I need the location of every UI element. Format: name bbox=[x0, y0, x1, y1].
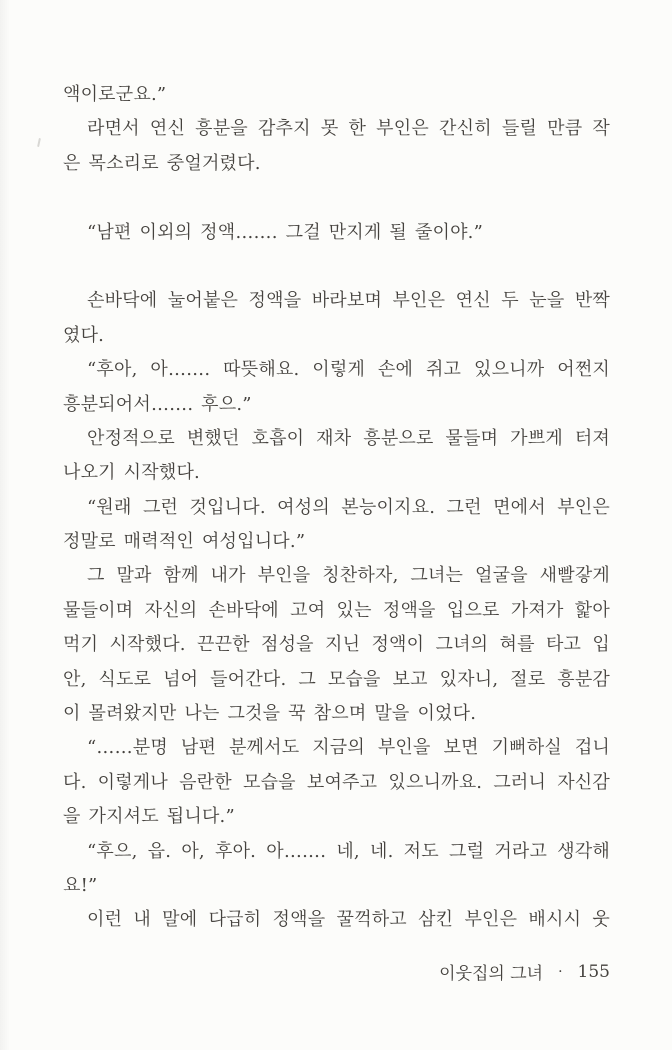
text-line: 요!” bbox=[63, 874, 98, 896]
text-line: “후으, 읍. 아, 후아. 아……. 네, 네. 저도 그럴 거라고 생각해 bbox=[87, 840, 610, 862]
text-line: 나오기 시작했다. bbox=[63, 462, 200, 484]
text-line: “원래 그런 것입니다. 여성의 본능이지요. 그런 면에서 부인은 bbox=[87, 496, 610, 518]
text-line: 은 목소리로 중얼거렸다. bbox=[63, 152, 261, 174]
footer-book-title: 이웃집의 그녀 bbox=[439, 964, 544, 984]
text-line: 그 말과 함께 내가 부인을 칭찬하자, 그녀는 얼굴을 새빨갛게 bbox=[87, 565, 610, 587]
text-line: 흥분되어서……. 후으.” bbox=[63, 393, 252, 415]
footer-separator-dot: · bbox=[558, 963, 563, 980]
scan-artifact bbox=[37, 138, 41, 147]
page-footer bbox=[439, 959, 610, 984]
text-line: 물들이며 자신의 손바닥에 고여 있는 정액을 입으로 가져가 핥아 bbox=[63, 599, 610, 621]
page-edge-shading bbox=[0, 0, 10, 1050]
footer-page-number: 155 bbox=[577, 961, 610, 982]
text-line: 안, 식도로 넘어 들어간다. 그 모습을 보고 있자니, 절로 흥분감 bbox=[63, 668, 610, 690]
text-line: 을 가지셔도 됩니다.” bbox=[63, 806, 235, 828]
text-line: 이런 내 말에 다급히 정액을 꿀꺽하고 삼킨 부인은 배시시 웃 bbox=[87, 909, 610, 931]
text-line: 라면서 연신 흥분을 감추지 못 한 부인은 간신히 들릴 만큼 작 bbox=[87, 118, 610, 140]
text-line: 안정적으로 변했던 호흡이 재차 흥분으로 물들며 가쁘게 터져 bbox=[87, 427, 610, 449]
text-line: “남편 이외의 정액……. 그걸 만지게 될 줄이야.” bbox=[87, 221, 483, 243]
text-line: 먹기 시작했다. 끈끈한 점성을 지닌 정액이 그녀의 혀를 타고 입 bbox=[63, 634, 610, 656]
blank-line bbox=[63, 181, 610, 215]
text-line: “……분명 남편 분께서도 지금의 부인을 보면 기뻐하실 겁니 bbox=[87, 737, 610, 759]
text-line: 손바닥에 눌어붙은 정액을 바라보며 부인은 연신 두 눈을 반짝 bbox=[87, 290, 610, 312]
text-line: “후아, 아……. 따뜻해요. 이렇게 손에 쥐고 있으니까 어쩐지 bbox=[87, 359, 610, 381]
body-text-block bbox=[63, 78, 610, 938]
text-line: 다. 이렇게나 음란한 모습을 보여주고 있으니까요. 그러니 자신감 bbox=[63, 771, 610, 793]
text-line: 였다. bbox=[63, 324, 105, 346]
text-line: 이 몰려왔지만 나는 그것을 꾹 참으며 말을 이었다. bbox=[63, 703, 477, 725]
text-line: 액이로군요.” bbox=[63, 84, 167, 105]
blank-line bbox=[63, 250, 610, 284]
text-line: 정말로 매력적인 여성입니다.” bbox=[63, 531, 306, 553]
